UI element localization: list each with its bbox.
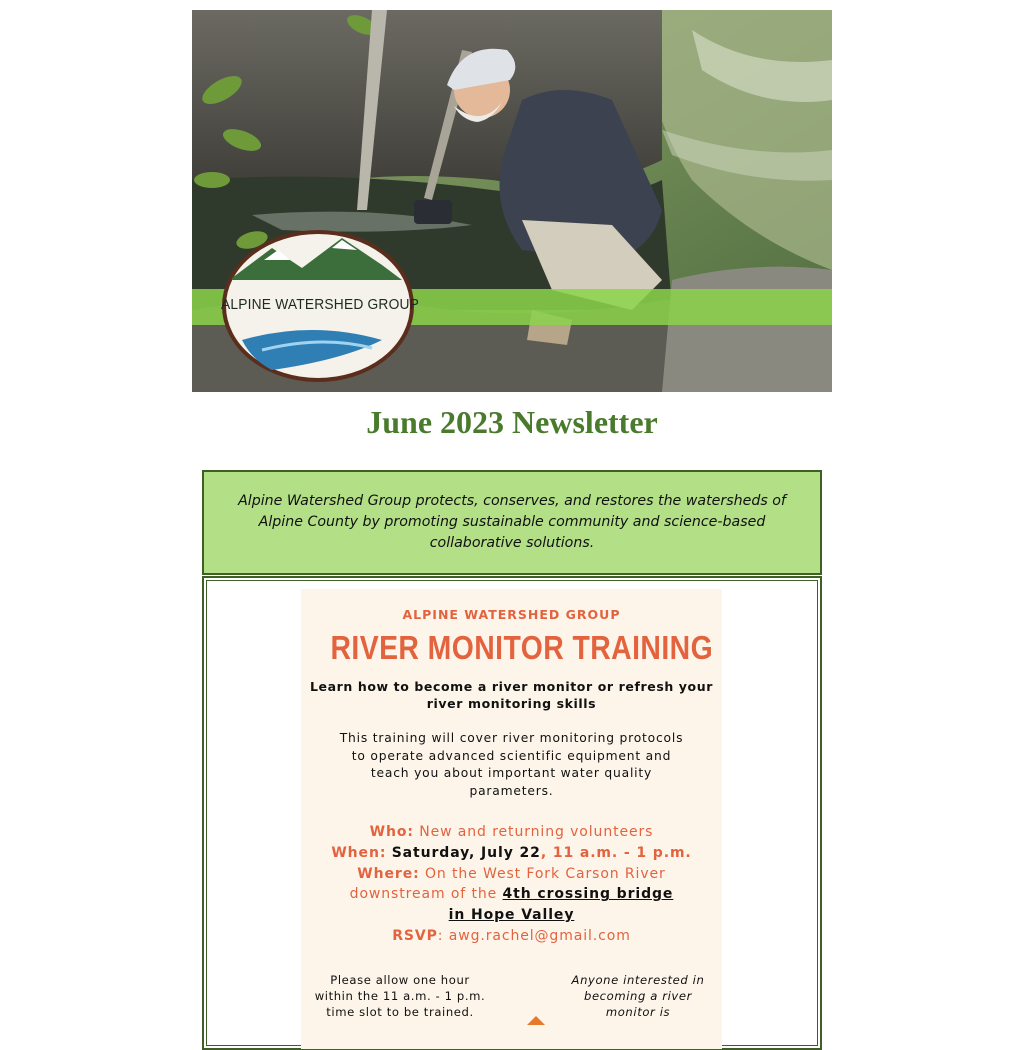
note-left-line: Please allow one hour [330,973,470,987]
rsvp-label: RSVP [392,927,438,944]
flyer-description [301,730,722,800]
training-flyer [301,589,722,1049]
flyer-lead-line: river monitoring skills [426,696,597,711]
who-line [301,822,722,843]
bridge-link[interactable]: 4th crossing bridge [502,886,674,903]
flyer-desc-line: to operate advanced scientific equipment and [351,748,672,763]
where-value: On the West Fork Carson River [424,865,666,882]
who-value: New and returning volunteers [419,824,654,840]
where-label: Where: [357,865,420,882]
note-right-line: Anyone interested in [571,973,705,987]
when-line [301,843,722,864]
flyer-desc-line: parameters. [469,783,554,798]
flyer-title: RIVER MONITOR TRAINING [330,629,714,666]
note-right-line: becoming a river [583,989,692,1003]
flyer-org: ALPINE WATERSHED GROUP [402,607,621,622]
who-label: Who: [369,824,414,840]
note-left-line: within the 11 a.m. - 1 p.m. [314,989,486,1003]
mission-box [202,470,822,575]
flyer-note-left [309,972,491,1020]
hero-illustration [192,10,832,392]
flyer-desc-line: This training will cover river monitoring protocols [339,731,684,745]
newsletter-title: June 2023 Newsletter [366,404,658,440]
where-line-2 [301,884,722,905]
logo-text: ALPINE WATERSHED GROUP [221,296,420,313]
flyer-details [301,822,722,947]
when-time: , 11 a.m. - 1 p.m. [540,844,692,861]
rsvp-email[interactable]: : awg.rachel@gmail.com [437,927,631,944]
flyer-lead [301,678,722,712]
when-date: Saturday, July 22 [391,844,541,861]
where-line-3 [301,905,722,926]
flyer-note-right [557,972,719,1020]
flyer-desc-line: teach you about important water quality [370,766,653,780]
note-left-line: time slot to be trained. [326,1005,474,1019]
where-line [301,864,722,885]
flyer-lead-line: Learn how to become a river monitor or refresh your [309,679,714,694]
hope-valley-link[interactable]: in Hope Valley [448,907,575,924]
when-label: When: [331,844,387,861]
hero-photo [192,10,832,392]
rsvp-line [301,926,722,947]
note-right-line: monitor is [605,1005,671,1019]
mission-text: Alpine Watershed Group protects, conserves, and restores the watersheds of Alpine County by promoting sustainable community and science-based collaborative solutions. [238,493,786,551]
where-value-2: downstream of the [349,886,498,903]
